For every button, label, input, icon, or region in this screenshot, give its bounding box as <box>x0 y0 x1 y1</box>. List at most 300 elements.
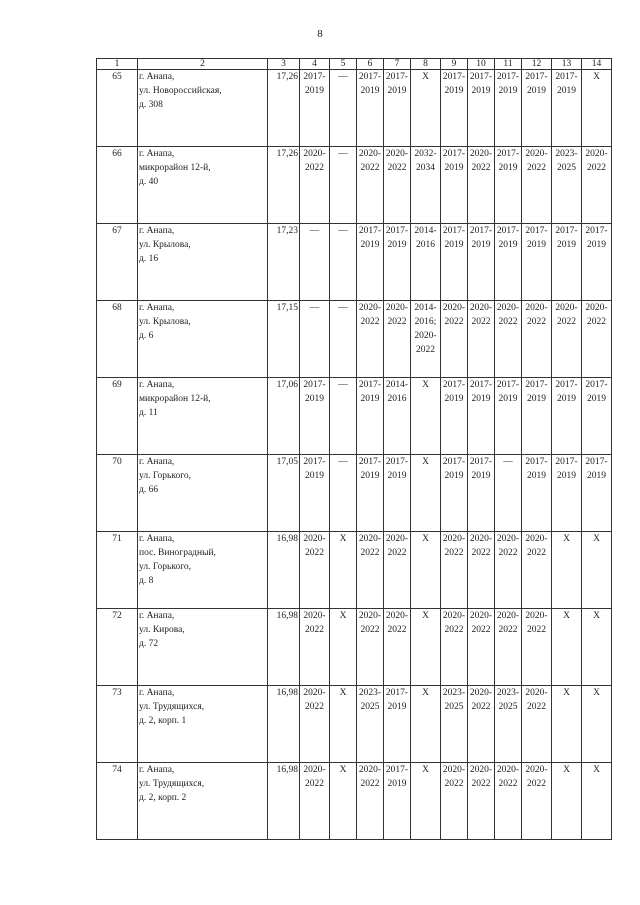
period-text: 2019 <box>305 86 324 96</box>
period-cell <box>522 686 552 763</box>
period-cell <box>330 224 357 301</box>
period-cell <box>522 70 552 147</box>
period-text: 2017- <box>555 226 578 236</box>
period-text: 2020- <box>385 611 409 621</box>
address-cell <box>138 147 268 224</box>
period-cell <box>495 686 522 763</box>
period-text: 2019 <box>387 779 407 789</box>
address-line: микрорайон 12-й, <box>139 163 211 173</box>
period-cell <box>441 70 468 147</box>
period-cell <box>330 378 357 455</box>
period-text: 2020- <box>525 534 548 544</box>
period-text: 2017- <box>469 380 493 390</box>
period-cell <box>522 532 552 609</box>
period-cell <box>384 147 411 224</box>
period-text: X <box>422 765 429 775</box>
period-cell <box>441 455 468 532</box>
period-cell <box>552 378 582 455</box>
period-cell <box>582 532 612 609</box>
address-line: д. 2, корп. 2 <box>139 793 187 803</box>
period-text: X <box>563 611 570 621</box>
period-text: 2019 <box>557 86 576 96</box>
row-number: 70 <box>97 455 138 532</box>
period-text: 2019 <box>527 240 546 250</box>
period-text: 2022 <box>305 548 324 558</box>
period-cell <box>357 301 384 378</box>
period-cell <box>552 70 582 147</box>
address-cell <box>138 301 268 378</box>
period-text: — <box>338 303 348 313</box>
period-text: 2020- <box>469 765 493 775</box>
period-text: — <box>338 226 348 236</box>
period-text: X <box>339 534 347 544</box>
period-cell <box>300 609 330 686</box>
period-text: 2020- <box>469 149 493 159</box>
address-line: г. Анапа, <box>139 380 175 390</box>
period-text: 2023- <box>555 149 578 159</box>
period-text: 2019 <box>557 240 576 250</box>
period-text: 2017- <box>469 72 493 82</box>
row-number: 67 <box>97 224 138 301</box>
period-text: 2019 <box>305 471 324 481</box>
period-cell <box>552 686 582 763</box>
period-text: 2017- <box>469 457 493 467</box>
period-text: 2017- <box>358 457 382 467</box>
address-cell <box>138 686 268 763</box>
period-cell <box>330 455 357 532</box>
period-text: 2022 <box>471 317 491 327</box>
period-text: 2020- <box>442 534 466 544</box>
address-cell <box>138 763 268 840</box>
period-text: 2019 <box>471 394 491 404</box>
address-cell <box>138 224 268 301</box>
period-text: 2022 <box>527 702 546 712</box>
period-text: 2017- <box>303 72 326 82</box>
period-cell <box>468 609 495 686</box>
period-text: 2019 <box>444 163 464 173</box>
period-text: 2020- <box>358 765 382 775</box>
period-text: 2020- <box>525 149 548 159</box>
address-line: г. Анапа, <box>139 149 175 159</box>
period-text: 2020- <box>358 611 382 621</box>
period-text: X <box>563 688 570 698</box>
period-text: 2020- <box>385 303 409 313</box>
column-header: 12 <box>522 59 552 70</box>
period-text: — <box>338 380 348 390</box>
row-number: 74 <box>97 763 138 840</box>
period-text: 2022 <box>416 345 435 355</box>
period-text: 2022 <box>471 625 491 635</box>
period-cell <box>495 532 522 609</box>
period-text: 2019 <box>498 86 518 96</box>
period-cell <box>300 455 330 532</box>
period-cell <box>552 301 582 378</box>
period-text: 2019 <box>360 86 380 96</box>
period-text: 2022 <box>527 625 546 635</box>
period-text: 2022 <box>444 548 464 558</box>
period-cell <box>468 224 495 301</box>
address-line: ул. Горького, <box>139 562 191 572</box>
value-cell: 16,98 <box>268 609 300 686</box>
period-text: 2017- <box>358 380 382 390</box>
address-cell <box>138 70 268 147</box>
period-text: 2020- <box>385 534 409 544</box>
period-text: 2023- <box>442 688 466 698</box>
period-text: 2014- <box>414 303 437 313</box>
period-text: 2019 <box>498 163 518 173</box>
period-cell <box>522 378 552 455</box>
period-cell <box>330 147 357 224</box>
period-text: 2020- <box>469 303 493 313</box>
period-text: 2017- <box>385 688 409 698</box>
period-text: 2019 <box>305 394 324 404</box>
period-cell <box>357 70 384 147</box>
period-text: 2017- <box>555 457 578 467</box>
period-text: 2020- <box>496 611 520 621</box>
period-text: — <box>309 226 320 236</box>
address-cell <box>138 378 268 455</box>
column-header: 9 <box>441 59 468 70</box>
period-cell <box>384 532 411 609</box>
value-cell: 17,05 <box>268 455 300 532</box>
period-text: 2022 <box>305 702 324 712</box>
period-text: 2022 <box>557 317 576 327</box>
address-line: д. 6 <box>139 331 154 341</box>
period-cell <box>582 70 612 147</box>
period-cell <box>300 532 330 609</box>
period-cell <box>330 609 357 686</box>
period-text: 2025 <box>557 163 576 173</box>
period-text: 2019 <box>587 240 606 250</box>
period-cell <box>330 532 357 609</box>
period-text: 2022 <box>471 548 491 558</box>
period-text: — <box>309 303 320 313</box>
period-text: 2017- <box>525 226 548 236</box>
period-text: 2017- <box>585 226 608 236</box>
period-text: 2019 <box>527 394 546 404</box>
row-number: 72 <box>97 609 138 686</box>
address-line: ул. Кирова, <box>139 625 185 635</box>
column-header: 14 <box>582 59 612 70</box>
period-cell <box>522 224 552 301</box>
period-text: 2022 <box>471 779 491 789</box>
address-line: микрорайон 12-й, <box>139 394 211 404</box>
row-number: 71 <box>97 532 138 609</box>
address-line: ул. Горького, <box>139 471 191 481</box>
period-text: 2019 <box>387 86 407 96</box>
period-text: 2022 <box>471 163 491 173</box>
period-text: 2019 <box>527 471 546 481</box>
period-cell <box>411 532 441 609</box>
column-header: 13 <box>552 59 582 70</box>
period-text: 2019 <box>471 240 491 250</box>
period-text: 2022 <box>498 548 518 558</box>
period-text: X <box>422 380 429 390</box>
period-text: 2019 <box>444 471 464 481</box>
address-line: ул. Крылова, <box>139 317 191 327</box>
period-cell <box>300 686 330 763</box>
column-header: 3 <box>268 59 300 70</box>
period-text: 2025 <box>360 702 380 712</box>
period-text: 2022 <box>444 779 464 789</box>
period-text: 2022 <box>498 317 518 327</box>
column-header: 2 <box>138 59 268 70</box>
period-text: 2017- <box>496 149 520 159</box>
period-text: 2017- <box>496 72 520 82</box>
period-cell <box>384 686 411 763</box>
period-text: 2020- <box>303 149 326 159</box>
period-text: 2017- <box>442 149 466 159</box>
address-line: ул. Крылова, <box>139 240 191 250</box>
period-cell <box>468 70 495 147</box>
period-text: 2017- <box>469 226 493 236</box>
period-text: 2020- <box>525 611 548 621</box>
period-cell <box>357 147 384 224</box>
table-row <box>97 147 612 224</box>
period-cell <box>300 224 330 301</box>
period-text: X <box>422 611 429 621</box>
period-text: X <box>563 534 570 544</box>
period-text: X <box>563 765 570 775</box>
period-cell <box>495 378 522 455</box>
period-cell <box>468 455 495 532</box>
period-text: 2032- <box>414 149 437 159</box>
period-cell <box>468 301 495 378</box>
period-text: 2022 <box>444 625 464 635</box>
period-text: 2019 <box>557 394 576 404</box>
period-cell <box>441 378 468 455</box>
period-cell <box>441 147 468 224</box>
period-text: 2022 <box>527 779 546 789</box>
period-text: 2020- <box>303 534 326 544</box>
period-text: 2022 <box>305 163 324 173</box>
period-text: 2019 <box>387 702 407 712</box>
period-text: 2017- <box>385 72 409 82</box>
period-text: 2022 <box>387 163 407 173</box>
table-row <box>97 455 612 532</box>
period-cell <box>582 301 612 378</box>
period-cell <box>411 301 441 378</box>
period-text: 2022 <box>387 548 407 558</box>
address-cell <box>138 609 268 686</box>
period-cell <box>357 224 384 301</box>
address-line: ул. Новороссийская, <box>139 86 222 96</box>
column-header: 8 <box>411 59 441 70</box>
period-text: 2019 <box>444 240 464 250</box>
period-text: 2020- <box>525 303 548 313</box>
period-text: 2022 <box>360 779 380 789</box>
period-text: 2025 <box>444 702 464 712</box>
period-text: 2020- <box>303 611 326 621</box>
period-text: 2019 <box>360 394 380 404</box>
address-line: ул. Трудящихся, <box>139 702 205 712</box>
table-row <box>97 763 612 840</box>
period-text: 2019 <box>444 394 464 404</box>
period-text: 2020- <box>469 534 493 544</box>
period-text: X <box>593 72 600 82</box>
period-cell <box>441 301 468 378</box>
period-cell <box>300 147 330 224</box>
period-cell <box>411 70 441 147</box>
period-cell <box>468 763 495 840</box>
period-text: 2022 <box>305 779 324 789</box>
period-cell <box>300 70 330 147</box>
address-line: г. Анапа, <box>139 611 175 621</box>
period-cell <box>384 70 411 147</box>
column-header: 4 <box>300 59 330 70</box>
period-cell <box>468 378 495 455</box>
period-cell <box>552 763 582 840</box>
period-text: 2022 <box>360 548 380 558</box>
period-text: 2017- <box>496 226 520 236</box>
period-text: 2019 <box>587 394 606 404</box>
row-number: 73 <box>97 686 138 763</box>
period-text: 2020- <box>303 765 326 775</box>
row-number: 65 <box>97 70 138 147</box>
address-line: г. Анапа, <box>139 457 175 467</box>
period-cell <box>411 378 441 455</box>
period-text: 2017- <box>358 72 382 82</box>
period-text: 2022 <box>527 548 546 558</box>
period-text: 2016 <box>387 394 407 404</box>
period-cell <box>411 224 441 301</box>
period-text: X <box>422 688 429 698</box>
period-text: 2020- <box>585 149 608 159</box>
table-row <box>97 609 612 686</box>
period-text: 2017- <box>358 226 382 236</box>
period-cell <box>330 686 357 763</box>
period-text: 2016; <box>414 317 437 327</box>
address-line: д. 66 <box>139 485 159 495</box>
address-line: г. Анапа, <box>139 765 175 775</box>
period-text: 2017- <box>442 457 466 467</box>
period-text: 2022 <box>498 625 518 635</box>
period-text: 2022 <box>498 779 518 789</box>
period-text: 2019 <box>387 471 407 481</box>
period-cell <box>522 609 552 686</box>
address-line: г. Анапа, <box>139 303 175 313</box>
period-text: 2014- <box>385 380 409 390</box>
period-text: 2020- <box>442 611 466 621</box>
period-text: 2022 <box>360 625 380 635</box>
table-row <box>97 70 612 147</box>
period-text: 2022 <box>444 317 464 327</box>
period-text: 2019 <box>498 394 518 404</box>
period-text: 2017- <box>442 226 466 236</box>
period-cell <box>357 378 384 455</box>
period-cell <box>441 686 468 763</box>
period-cell <box>441 532 468 609</box>
period-cell <box>384 224 411 301</box>
address-cell <box>138 455 268 532</box>
period-text: 2020- <box>585 303 608 313</box>
column-header: 10 <box>468 59 495 70</box>
period-text: 2020- <box>303 688 326 698</box>
period-text: 2034 <box>416 163 435 173</box>
period-cell <box>384 609 411 686</box>
period-cell <box>330 763 357 840</box>
period-text: 2019 <box>387 240 407 250</box>
period-text: 2019 <box>360 240 380 250</box>
period-text: 2020- <box>525 688 548 698</box>
period-cell <box>495 301 522 378</box>
period-text: 2019 <box>587 471 606 481</box>
address-line: д. 11 <box>139 408 158 418</box>
period-cell <box>441 609 468 686</box>
address-line: г. Анапа, <box>139 226 175 236</box>
period-text: 2022 <box>360 163 380 173</box>
period-cell <box>384 378 411 455</box>
period-text: 2017- <box>525 380 548 390</box>
period-text: 2022 <box>387 625 407 635</box>
period-text: 2017- <box>442 72 466 82</box>
period-text: X <box>422 534 429 544</box>
period-text: 2022 <box>527 317 546 327</box>
period-cell <box>411 609 441 686</box>
value-cell: 16,98 <box>268 763 300 840</box>
period-cell <box>495 609 522 686</box>
period-text: 2020- <box>414 331 437 341</box>
period-cell <box>552 455 582 532</box>
table-row <box>97 532 612 609</box>
period-text: X <box>422 72 429 82</box>
period-text: X <box>339 611 347 621</box>
period-text: 2016 <box>416 240 435 250</box>
row-number: 66 <box>97 147 138 224</box>
period-cell <box>495 147 522 224</box>
period-text: 2017- <box>585 380 608 390</box>
period-text: 2020- <box>496 534 520 544</box>
address-line: г. Анапа, <box>139 534 175 544</box>
address-line: ул. Трудящихся, <box>139 779 205 789</box>
period-text: 2019 <box>360 471 380 481</box>
address-line: д. 8 <box>139 576 154 586</box>
period-text: 2017- <box>525 457 548 467</box>
address-line: г. Анапа, <box>139 72 175 82</box>
period-text: 2019 <box>471 86 491 96</box>
housing-schedule-table <box>96 58 612 840</box>
address-line: д. 16 <box>139 254 159 264</box>
period-text: 2019 <box>471 471 491 481</box>
period-text: 2020- <box>358 303 382 313</box>
period-text: 2020- <box>358 149 382 159</box>
period-text: — <box>338 72 348 82</box>
address-cell <box>138 532 268 609</box>
period-text: 2017- <box>385 765 409 775</box>
period-text: X <box>339 765 347 775</box>
value-cell: 17,15 <box>268 301 300 378</box>
period-text: 2017- <box>442 380 466 390</box>
address-line: пос. Виноградный, <box>139 548 216 558</box>
period-cell <box>582 455 612 532</box>
table-row <box>97 378 612 455</box>
period-cell <box>522 147 552 224</box>
period-text: 2025 <box>498 702 518 712</box>
period-cell <box>300 763 330 840</box>
period-text: 2017- <box>496 380 520 390</box>
period-text: 2020- <box>385 149 409 159</box>
period-text: 2020- <box>469 688 493 698</box>
table-row <box>97 301 612 378</box>
address-line: д. 40 <box>139 177 159 187</box>
value-cell: 17,23 <box>268 224 300 301</box>
table-row <box>97 224 612 301</box>
period-text: 2023- <box>358 688 382 698</box>
period-cell <box>552 224 582 301</box>
period-cell <box>441 224 468 301</box>
value-cell: 16,98 <box>268 686 300 763</box>
column-header: 6 <box>357 59 384 70</box>
